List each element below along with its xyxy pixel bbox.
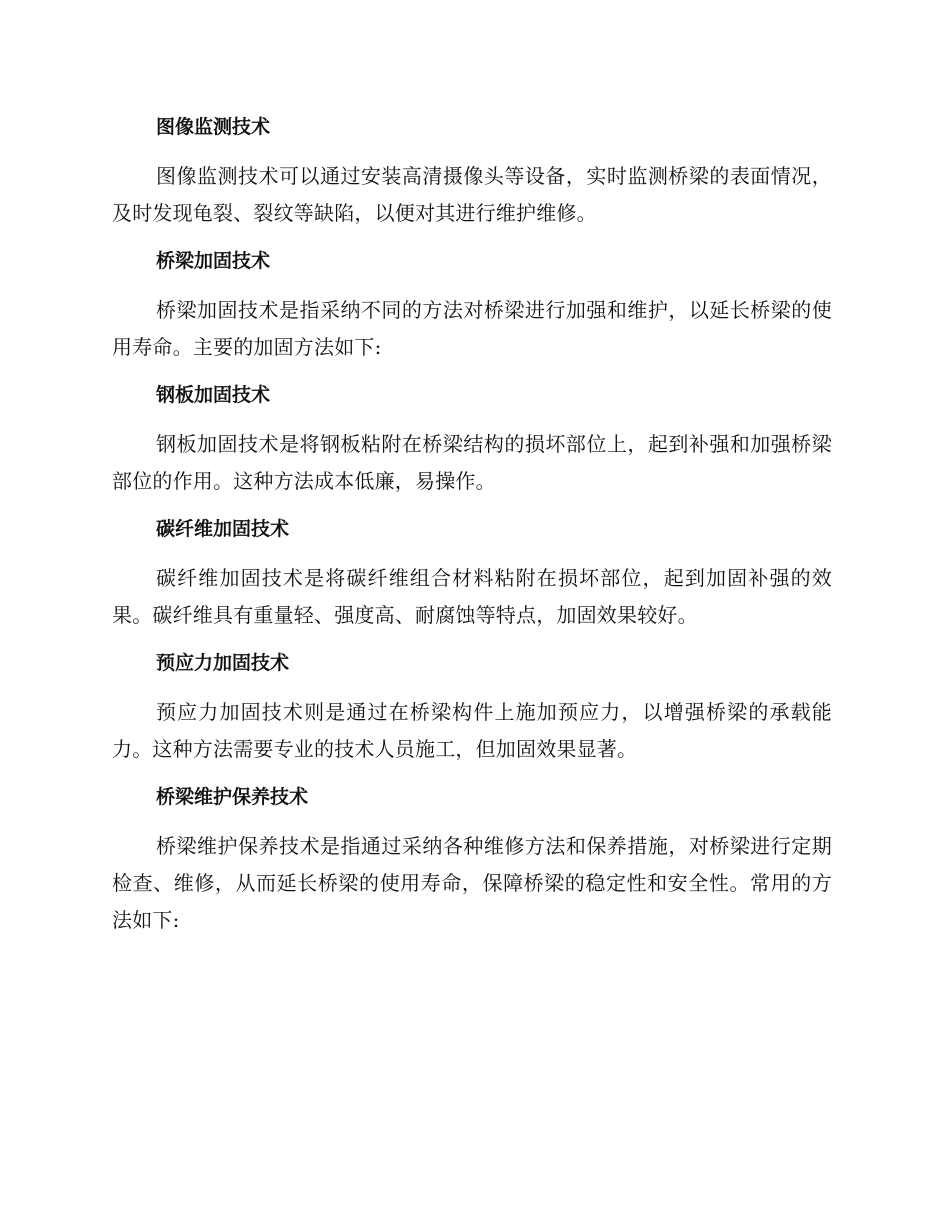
section-paragraph: 预应力加固技术则是通过在桥梁构件上施加预应力，以增强桥梁的承载能力。这种方法需要专业的技术人员施工，但加固效果显著。 [112, 700, 832, 761]
section-heading: 桥梁加固技术 [156, 250, 271, 272]
section-heading: 碳纤维加固技术 [156, 518, 290, 540]
section-steel-plate [112, 378, 832, 500]
section-bridge-reinforcement [112, 244, 832, 366]
section-prestress [112, 646, 832, 768]
section-image-monitoring [112, 110, 832, 232]
section-paragraph: 桥梁加固技术是指采纳不同的方法对桥梁进行加强和维护，以延长桥梁的使用寿命。主要的加固方法如下: [112, 298, 832, 359]
section-paragraph: 图像监测技术可以通过安装高清摄像头等设备，实时监测桥梁的表面情况，及时发现龟裂、裂纹等缺陷，以便对其进行维护维修。 [112, 164, 832, 225]
section-heading: 钢板加固技术 [156, 384, 271, 406]
section-heading: 预应力加固技术 [156, 652, 290, 674]
section-paragraph: 桥梁维护保养技术是指通过采纳各种维修方法和保养措施，对桥梁进行定期检查、维修，从而延长桥梁的使用寿命，保障桥梁的稳定性和安全性。常用的方法如下: [112, 834, 832, 932]
document-page [112, 110, 832, 951]
section-paragraph: 碳纤维加固技术是将碳纤维组合材料粘附在损坏部位，起到加固补强的效果。碳纤维具有重量轻、强度高、耐腐蚀等特点，加固效果较好。 [112, 566, 832, 627]
section-maintenance [112, 780, 832, 939]
section-carbon-fiber [112, 512, 832, 634]
section-heading: 图像监测技术 [156, 116, 271, 138]
section-heading: 桥梁维护保养技术 [156, 786, 309, 808]
section-paragraph: 钢板加固技术是将钢板粘附在桥梁结构的损坏部位上，起到补强和加强桥梁部位的作用。这种方法成本低廉，易操作。 [112, 432, 832, 493]
